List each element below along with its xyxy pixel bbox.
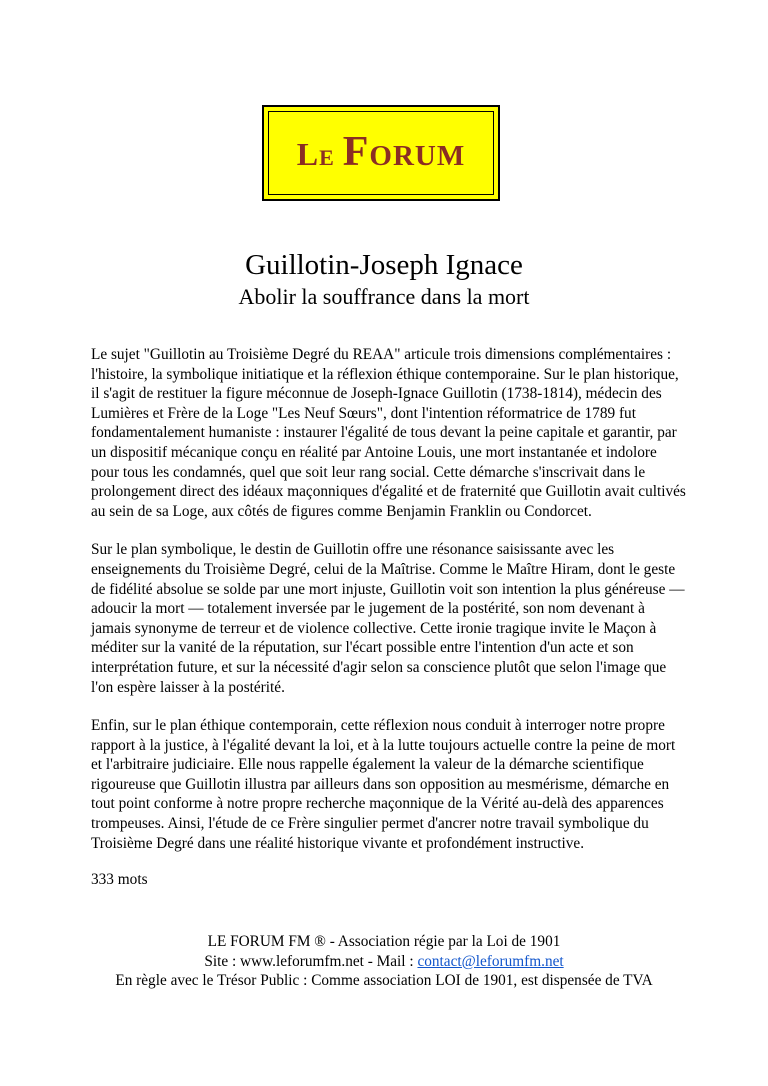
footer-contact	[0, 952, 768, 972]
paragraph-ethics: Enfin, sur le plan éthique contemporain, cette réflexion nous conduit à interroger notre propre rapport à la justice, à l'égalité devant la loi, et à la lutte toujours actuelle contre la peine de mort et l'arbitraire judiciaire. Elle nous rappelle également la valeur de la démarche scientifique rigoureuse que Guillotin illustra par ailleurs dans son opposition au mesmérisme, démarche en tout point conforme à notre propre recherche maçonnique de la Vérité au-delà des apparences trompeuses. Ainsi, l'étude de ce Frère singulier permet d'ancrer notre travail symbolique du Troisième Degré dans une réalité historique vivante et profondément instructive.	[91, 717, 676, 852]
logo-word: Forum	[342, 129, 466, 175]
footer-site: Site : www.leforumfm.net - Mail :	[204, 952, 418, 970]
page-title: Guillotin-Joseph Ignace	[245, 249, 523, 281]
email-link[interactable]: contact@leforumfm.net	[417, 952, 564, 970]
logo-text	[264, 128, 498, 178]
page-subtitle: Abolir la souffrance dans la mort	[238, 284, 530, 309]
article-body	[91, 345, 687, 872]
footer-association: LE FORUM FM ® - Association régie par la Loi de 1901	[207, 933, 561, 950]
footer	[0, 932, 768, 991]
logo	[262, 105, 500, 201]
logo-prefix: Le	[296, 136, 335, 172]
word-count: 333 mots	[91, 871, 148, 888]
paragraph-history: Le sujet "Guillotin au Troisième Degré du REAA" articule trois dimensions complémentaires : l'histoire, la symbolique initiatique et la réflexion éthique contemporaine. Sur le plan historique, il s'agit de restituer la figure méconnue de Joseph-Ignace Guillotin (1738-1814), médecin des Lumières et Frère de la Loge "Les Neuf Sœurs", dont l'intention réformatrice de 1789 fut fondamentalement humaniste : instaurer l'égalité de tous devant la peine capitale et garantir, par un dispositif mécanique conçu en réalité par Antoine Louis, une mort instantanée et indolore pour tous les condamnés, quel que soit leur rang social. Cette démarche s'inscrivait dans le prolongement direct des idéaux maçonniques d'égalité et de fraternité que Guillotin avait cultivés au sein de sa Loge, aux côtés de figures comme Benjamin Franklin ou Condorcet.	[91, 346, 686, 520]
footer-tax-note: En règle avec le Trésor Public : Comme association LOI de 1901, est dispensée de TVA	[115, 972, 653, 990]
paragraph-symbolic: Sur le plan symbolique, le destin de Guillotin offre une résonance saisissante avec les enseignements du Troisième Degré, celui de la Maîtrise. Comme le Maître Hiram, dont le geste de fidélité absolue se solde par une mort injuste, Guillotin voit son intention la plus généreuse — adoucir la mort — totalement inversée par le jugement de la postérité, son nom devenant à jamais synonyme de terreur et de violence collective. Cette ironie tragique invite le Maçon à méditer sur la vanité de la réputation, sur l'écart possible entre l'intention d'un acte et son interprétation future, et sur la nécessité d'agir selon sa conscience plutôt que selon l'image que l'on espère laisser à la postérité.	[91, 541, 685, 696]
